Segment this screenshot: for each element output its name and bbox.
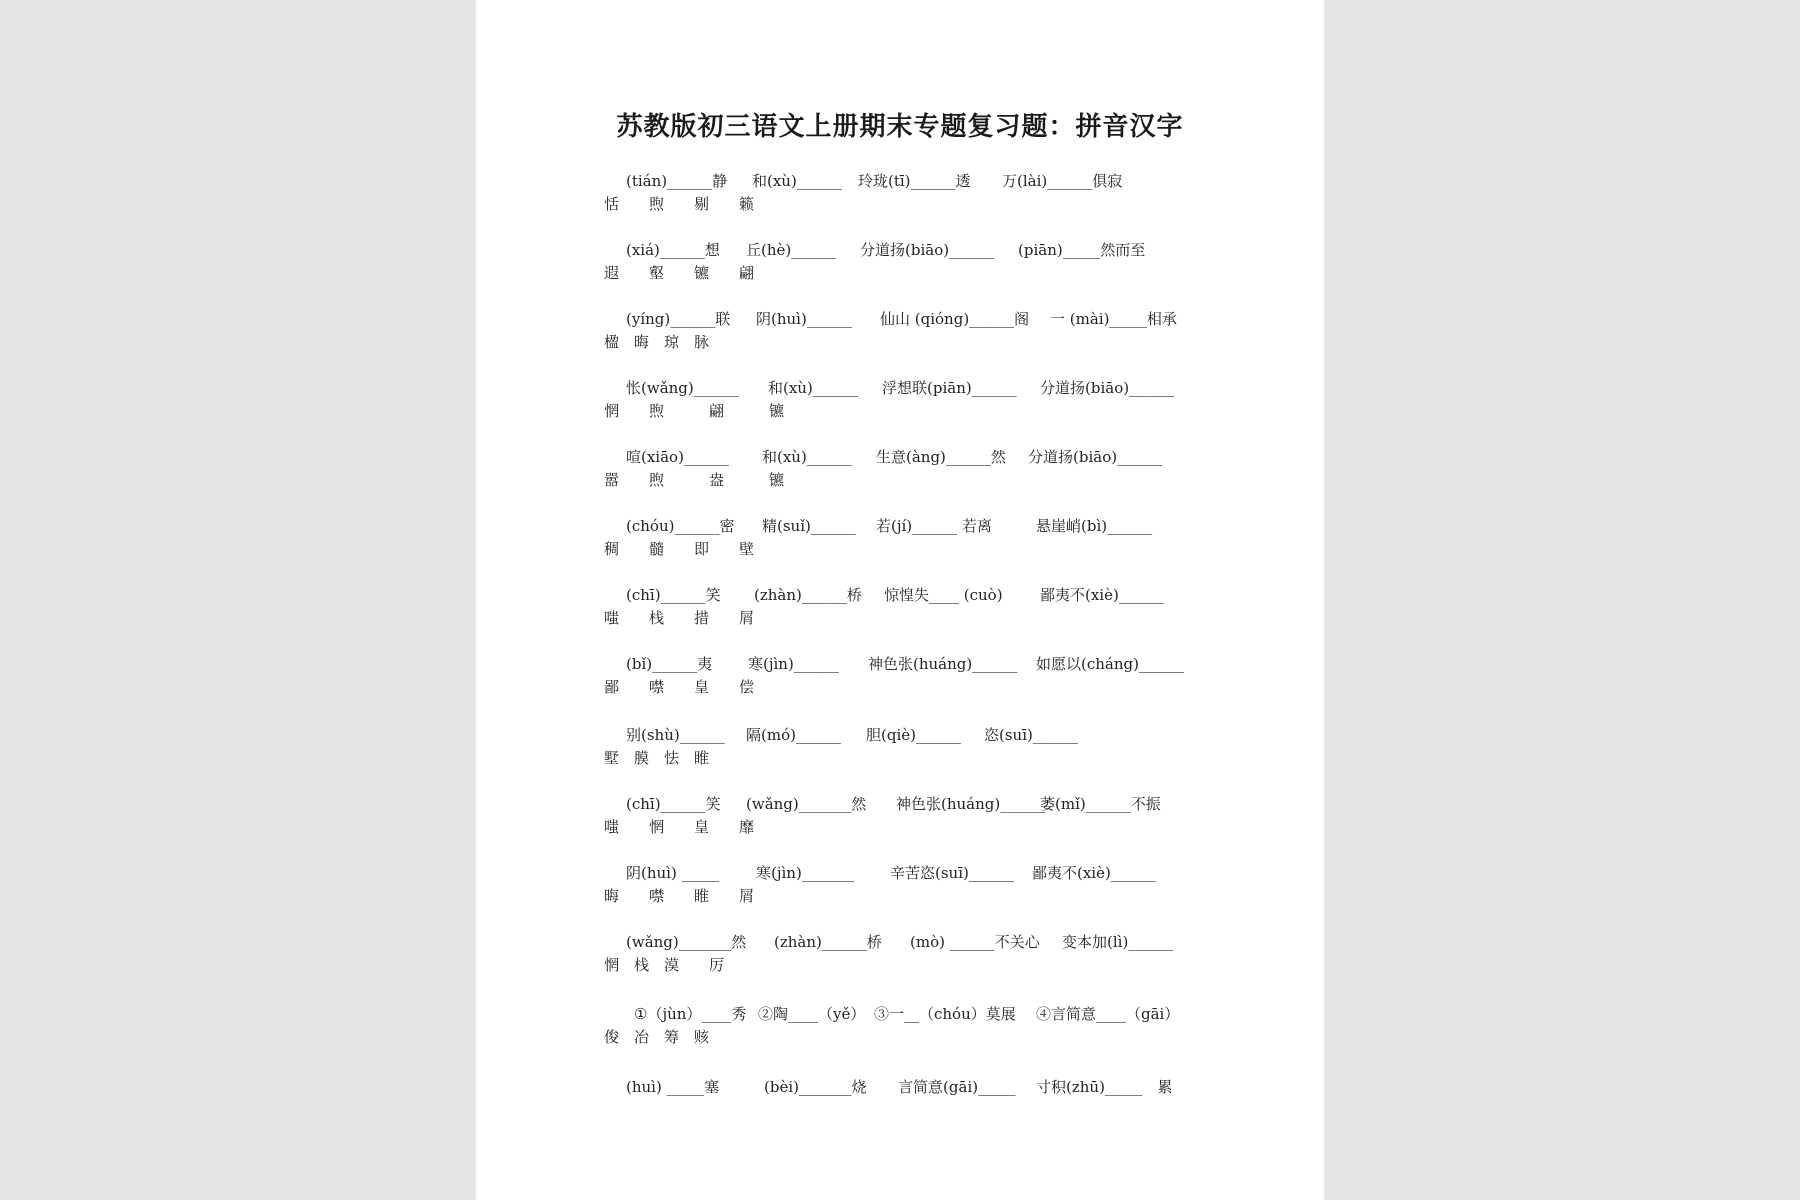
pinyin-item: 神色张(huáng)______	[896, 795, 1046, 813]
pinyin-item: 别(shù)______	[626, 726, 725, 744]
page-title: 苏教版初三语文上册期末专题复习题：拼音汉字	[616, 112, 1184, 142]
pinyin-item: (yíng)______联	[626, 310, 731, 328]
pinyin-item: 分道扬(biāo)______	[1028, 448, 1163, 466]
pinyin-item: 和(xù)______	[762, 448, 852, 466]
pinyin-item: 神色张(huáng)______	[868, 655, 1018, 673]
pinyin-item: 胆(qiè)______	[866, 726, 961, 744]
pinyin-item: 若(jí)______ 若离	[876, 517, 992, 535]
pinyin-item: 言简意(gāi)_____	[898, 1078, 1016, 1096]
answer-characters: 嗤 栈 措 屑	[604, 609, 755, 627]
pinyin-item: 和(xù)______	[752, 172, 842, 190]
answer-characters: 嚣 煦 盎 镳	[604, 471, 785, 489]
pinyin-item: ①（jùn）____秀	[634, 1005, 747, 1023]
pinyin-item: (zhàn)______桥	[774, 933, 882, 951]
pinyin-item: 惊惶失____ (cuò)	[884, 586, 1003, 604]
pinyin-item: (bèi)_______烧	[764, 1078, 867, 1096]
pinyin-item: (piān)_____然而至	[1018, 241, 1146, 259]
pinyin-item: 恣(suī)______	[984, 726, 1078, 744]
pinyin-item: 萎(mǐ)______不振	[1040, 795, 1161, 813]
pinyin-item: (wǎng)_______然	[746, 795, 867, 813]
pinyin-item: 鄙夷不(xiè)______	[1040, 586, 1164, 604]
document-page	[476, 0, 1324, 1200]
pinyin-item: 和(xù)______	[768, 379, 858, 397]
pinyin-item: 万(lài)______俱寂	[1002, 172, 1123, 190]
pinyin-item: (bǐ)______夷	[626, 655, 713, 673]
pinyin-item: 仙山 (qióng)______阁	[880, 310, 1030, 328]
pinyin-item: 生意(àng)______然	[876, 448, 1006, 466]
pinyin-item: (chī)______笑	[626, 586, 721, 604]
answer-characters: 恬 煦 剔 籁	[604, 195, 755, 213]
pinyin-item: 隔(mó)______	[746, 726, 841, 744]
pinyin-item: 变本加(lì)______	[1062, 933, 1174, 951]
pinyin-item: 分道扬(biāo)______	[860, 241, 995, 259]
pinyin-item: ②陶____（yě）	[758, 1005, 866, 1023]
pinyin-item: (zhàn)______桥	[754, 586, 862, 604]
pinyin-item: 分道扬(biāo)______	[1040, 379, 1175, 397]
pinyin-item: 如愿以(cháng)______	[1036, 655, 1184, 673]
pinyin-item: 辛苦恣(suī)______	[890, 864, 1014, 882]
answer-characters: 鄙 噤 皇 偿	[604, 678, 755, 696]
pinyin-item: 寸积(zhū)_____ 累	[1036, 1078, 1173, 1096]
answer-characters: 惘 煦 翩 镳	[604, 402, 785, 420]
pinyin-item: (wǎng)_______然	[626, 933, 747, 951]
answer-characters: 楹 晦 琼 脉	[604, 333, 710, 351]
pinyin-item: 悬崖峭(bì)______	[1036, 517, 1153, 535]
pinyin-item: (xiá)______想	[626, 241, 720, 259]
pinyin-item: (chóu)______密	[626, 517, 735, 535]
pinyin-item: 阴(huì) _____	[626, 864, 720, 882]
pinyin-item: 阴(huì)______	[756, 310, 852, 328]
pinyin-item: (mò) ______不关心	[910, 933, 1040, 951]
pinyin-item: 寒(jìn)_______	[756, 864, 855, 882]
answer-characters: 墅 膜 怯 睢	[604, 749, 710, 767]
answer-characters: 稠 髓 即 壁	[604, 540, 755, 558]
answer-characters: 晦 噤 睢 屑	[604, 887, 755, 905]
pinyin-item: 寒(jìn)______	[748, 655, 839, 673]
pinyin-item: ③一__（chóu）莫展	[874, 1005, 1016, 1023]
pinyin-item: 鄙夷不(xiè)______	[1032, 864, 1156, 882]
pinyin-item: 丘(hè)______	[746, 241, 837, 259]
pinyin-item: (tián)______静	[626, 172, 728, 190]
answer-characters: 遐 壑 镳 翩	[604, 264, 755, 282]
answer-characters: 俊 冶 筹 赅	[604, 1028, 710, 1046]
pinyin-item: 精(suǐ)______	[762, 517, 856, 535]
pinyin-item: 喧(xiāo)______	[626, 448, 729, 466]
pinyin-item: 浮想联(piān)______	[882, 379, 1017, 397]
answer-characters: 惘 栈 漠 厉	[604, 956, 725, 974]
pinyin-item: 怅(wǎng)______	[626, 379, 739, 397]
pinyin-item: 一 (mài)_____相承	[1050, 310, 1177, 328]
pinyin-item: ④言简意____（gāi）	[1036, 1005, 1180, 1023]
answer-characters: 嗤 惘 皇 靡	[604, 818, 755, 836]
pinyin-item: 玲珑(tī)______透	[858, 172, 971, 190]
pinyin-item: (chī)______笑	[626, 795, 721, 813]
pinyin-item: (huì) _____塞	[626, 1078, 720, 1096]
